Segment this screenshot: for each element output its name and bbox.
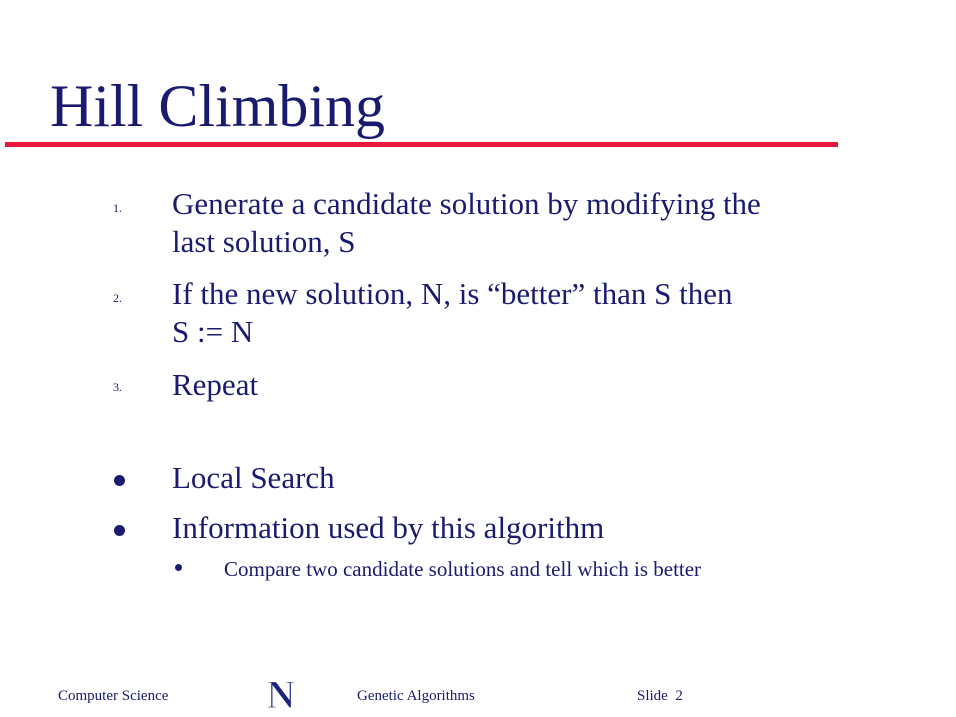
step-text bbox=[172, 275, 892, 351]
step-number: 3. bbox=[113, 380, 122, 394]
step-number: 2. bbox=[113, 291, 122, 305]
footer-course: Genetic Algorithms bbox=[357, 688, 475, 704]
step-text bbox=[172, 185, 892, 261]
logo-letter: N bbox=[266, 676, 296, 712]
title-underline bbox=[5, 142, 838, 147]
step-text-line-2: S := N bbox=[172, 314, 254, 349]
footer-slide-number: Slide 2 bbox=[637, 688, 683, 704]
step-text-line-1: Generate a candidate solution by modifying the bbox=[172, 186, 761, 221]
step-text-line-2: last solution, S bbox=[172, 224, 356, 259]
sub-bullet-dot-icon bbox=[175, 564, 182, 571]
slide-title: Hill Climbing bbox=[50, 73, 386, 139]
footer-department: Computer Science bbox=[58, 688, 169, 704]
bullet-text: Information used by this algorithm bbox=[172, 510, 605, 545]
step-text-line-1: If the new solution, N, is “better” than S then bbox=[172, 276, 733, 311]
bullet-dot-icon bbox=[114, 525, 125, 536]
step-text-line-1: Repeat bbox=[172, 367, 259, 402]
bullet-text: Local Search bbox=[172, 460, 335, 495]
step-text bbox=[172, 366, 892, 404]
university-n-logo-icon bbox=[258, 676, 304, 712]
bullet-dot-icon bbox=[114, 475, 125, 486]
step-number: 1. bbox=[113, 201, 122, 215]
sub-bullet-text: Compare two candidate solutions and tell which is better bbox=[224, 557, 702, 581]
